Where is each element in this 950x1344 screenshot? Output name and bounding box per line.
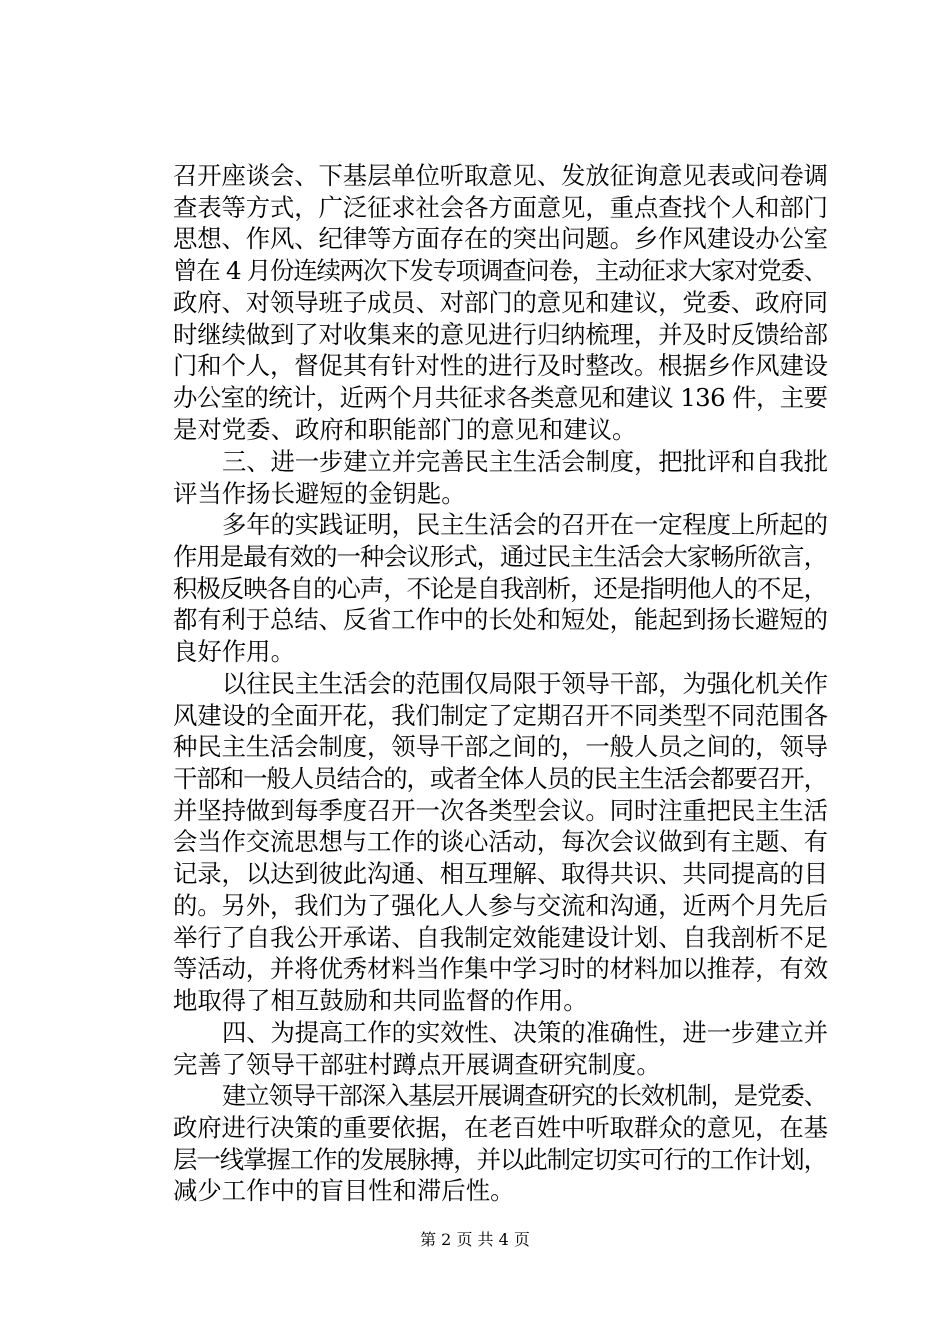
paragraph-line: 完善了领导干部驻村蹲点开展调查研究制度。: [173, 1050, 661, 1079]
paragraph-line: 会当作交流思想与工作的谈心活动，每次会议做到有主题、有: [173, 827, 828, 856]
paragraph-line: 建立领导干部深入基层开展调查研究的长效机制，是党委、: [222, 1081, 827, 1110]
paragraph-line: 种民主生活会制度，领导干部之间的，一般人员之间的，领导: [173, 732, 828, 761]
paragraph-line: 作用是最有效的一种会议形式，通过民主生活会大家畅所欲言，: [173, 542, 827, 571]
paragraph-line: 时继续做到了对收集来的意见进行归纳梳理，并及时反馈给部: [173, 320, 828, 349]
paragraph-line: 以往民主生活会的范围仅局限于领导干部，为强化机关作: [222, 669, 828, 698]
paragraph-line: 举行了自我公开承诺、自我制定效能建设计划、自我剖析不足: [173, 923, 828, 952]
paragraph-line: 思想、作风、纪律等方面存在的突出问题。乡作风建设办公室: [173, 224, 828, 253]
paragraph-line: 的。另外，我们为了强化人人参与交流和沟通，近两个月先后: [173, 891, 828, 920]
paragraph-line: 等活动，并将优秀材料当作集中学习时的材料加以推荐，有效: [173, 954, 828, 983]
paragraph-line: 门和个人，督促其有针对性的进行及时整改。根据乡作风建设: [173, 351, 828, 380]
paragraph-line: 积极反映各自的心声，不论是自我剖析，还是指明他人的不足，: [173, 574, 827, 603]
paragraph-line: 召开座谈会、下基层单位听取意见、发放征询意见表或问卷调: [173, 161, 828, 190]
paragraph-line: 都有利于总结、反省工作中的长处和短处，能起到扬长避短的: [173, 605, 828, 634]
paragraph-line: 办公室的统计，近两个月共征求各类意见和建议 136 件，主要: [173, 383, 828, 412]
paragraph-line: 政府、对领导班子成员、对部门的意见和建议，党委、政府同: [173, 288, 828, 317]
paragraph-line: 四、为提高工作的实效性、决策的准确性，进一步建立并: [222, 1018, 828, 1047]
paragraph-line: 并坚持做到每季度召开一次各类型会议。同时注重把民主生活: [173, 796, 828, 825]
paragraph-line: 政府进行决策的重要依据，在老百姓中听取群众的意见，在基: [173, 1113, 828, 1142]
page-footer: 第 2 页 共 4 页: [420, 1230, 530, 1249]
paragraph-line: 查表等方式，广泛征求社会各方面意见，重点查找个人和部门: [173, 193, 828, 222]
paragraph-line: 地取得了相互鼓励和共同监督的作用。: [173, 986, 588, 1015]
paragraph-line: 风建设的全面开花，我们制定了定期召开不同类型不同范围各: [173, 701, 828, 730]
paragraph-line: 干部和一般人员结合的，或者全体人员的民主生活会都要召开，: [173, 764, 827, 793]
paragraph-line: 是对党委、政府和职能部门的意见和建议。: [173, 415, 637, 444]
paragraph-line: 曾在 4 月份连续两次下发专项调查问卷，主动征求大家对党委、: [173, 256, 827, 285]
paragraph-line: 减少工作中的盲目性和滞后性。: [173, 1176, 515, 1205]
paragraph-line: 层一线掌握工作的发展脉搏，并以此制定切实可行的工作计划，: [173, 1145, 827, 1174]
paragraph-line: 评当作扬长避短的金钥匙。: [173, 479, 466, 508]
paragraph-line: 多年的实践证明，民主生活会的召开在一定程度上所起的: [222, 510, 828, 539]
paragraph-line: 良好作用。: [173, 637, 295, 666]
paragraph-line: 记录，以达到彼此沟通、相互理解、取得共识、共同提高的目: [173, 859, 828, 888]
paragraph-line: 三、进一步建立并完善民主生活会制度，把批评和自我批: [222, 447, 828, 476]
